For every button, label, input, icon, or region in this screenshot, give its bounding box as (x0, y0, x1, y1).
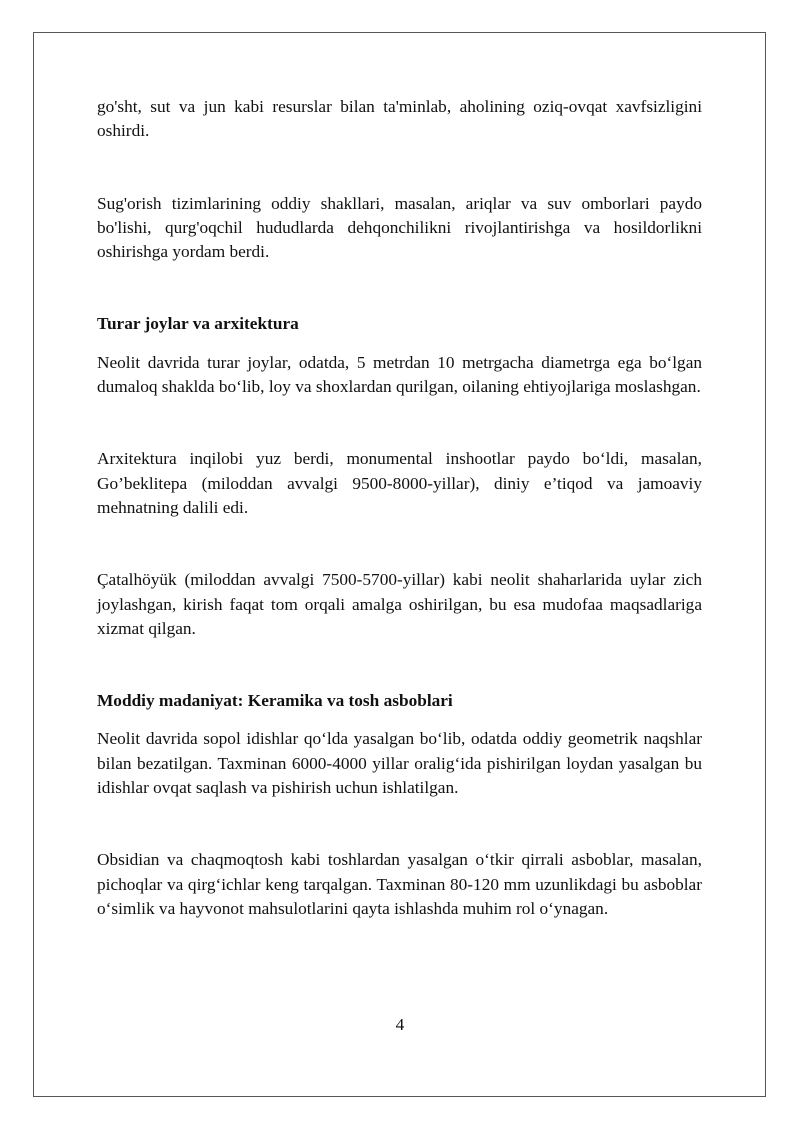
paragraph-food-security: go'sht, sut va jun kabi resurslar bilan ta'minlab, aholining oziq-ovqat xavfsizligini oshirdi. (97, 97, 702, 141)
document-body (97, 95, 702, 921)
paragraph-gobekli-tepe: Arxitektura inqilobi yuz berdi, monumental inshootlar paydo bo‘ldi, masalan, Go’beklitepa (miloddan avvalgi 9500-8000-yillar), diniy e’tiqod va jamoaviy mehnatning dalili edi. (97, 449, 702, 517)
heading-material-culture: Moddiy madaniyat: Keramika va tosh asboblari (97, 691, 453, 711)
page-number: 4 (395, 1015, 405, 1034)
paragraph-stone-tools: Obsidian va chaqmoqtosh kabi toshlardan yasalgan o‘tkir qirrali asboblar, masalan, pichoqlar va qirg‘ichlar keng tarqalgan. Taxminan 80-120 mm uzunlikdagi bu asboblar o‘simlik va hayvonot mahsulotlarini qayta ishlashda muhim rol o‘ynagan. (97, 850, 702, 918)
heading-settlements-architecture: Turar joylar va arxitektura (97, 314, 299, 334)
paragraph-catalhoyuk: Çatalhöyük (miloddan avvalgi 7500-5700-yillar) kabi neolit shaharlarida uylar zich joylashgan, kirish faqat tom orqali amalga oshirilgan, bu esa mudofaa maqsadlariga xizmat qilgan. (97, 570, 702, 638)
paragraph-pottery: Neolit davrida sopol idishlar qo‘lda yasalgan bo‘lib, odatda oddiy geometrik naqshlar bilan bezatilgan. Taxminan 6000-4000 yillar oralig‘ida pishirilgan loydan yasalgan bu idishlar ovqat saqlash va pishirish uchun ishlatilgan. (97, 729, 702, 798)
paragraph-round-houses: Neolit davrida turar joylar, odatda, 5 metrdan 10 metrgacha diametrga ega bo‘lgan dumaloq shaklda bo‘lib, loy va shoxlardan qurilgan, oilaning ehtiyojlariga moslashgan. (97, 352, 702, 397)
paragraph-irrigation: Sug'orish tizimlarining oddiy shakllari, masalan, ariqlar va suv omborlari paydo bo'lishi, qurg'oqchil hududlarda dehqonchilikni rivojlantirishga va hosildorlikni oshirishga yordam berdi. (97, 193, 702, 262)
